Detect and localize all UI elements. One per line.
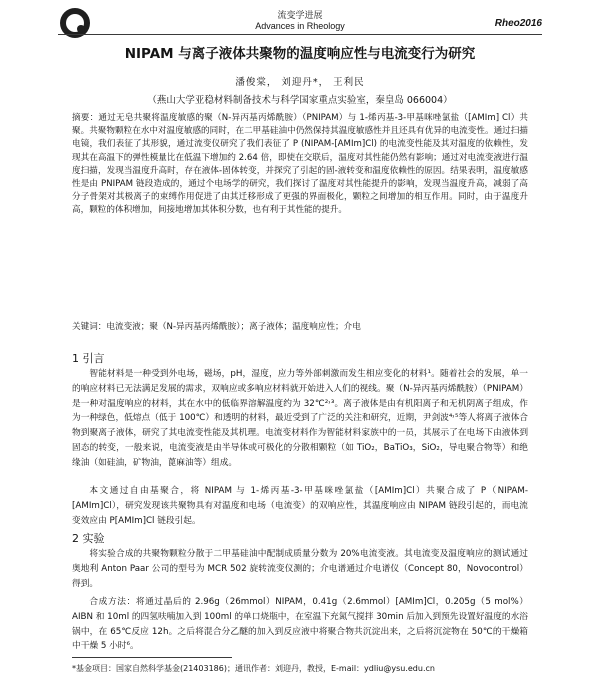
footnote-rule <box>72 657 232 658</box>
affiliation: （燕山大学亚稳材料制备技术与科学国家重点实验室，秦皇岛 066004） <box>147 95 453 106</box>
section-heading-experiment: 2 实验 <box>72 532 105 545</box>
experiment-paragraph: 将实验合成的共聚物颗粒分散于二甲基硅油中配制成质量分数为 20%电流变液。其电流变及温度响应的测试通过奥地利 Anton Paar 公司的型号为 MCR 502 旋转流变仪测的；介电谱通过介电谱仪（Concept 80，Novocontrol）得到。 <box>72 549 528 589</box>
journal-name-en: Advances in Rheology <box>255 21 345 31</box>
abstract: 摘要：通过无皂共聚将温度敏感的聚（N-异丙基丙烯酰胺）（PNIPAM）与 1-烯丙基-3-甲基咪唑氯盐（[AMIm] Cl）共聚。共聚物颗粒在水中对温度敏感的同时，在二甲基硅油中仍然保持其温度敏感性并且还具有优异的电流变性。通过扫描电镜，我们表征了其形貌，通过流变仪研究了我们表征了 P (NIPAM-[AMIm]Cl) 的电流变性能及其对温度的依赖性，发现其在高温下的弹性模量比在低温下增加约 2.64 倍，即使在交联后，温度对其性能仍然有影响；通过对电流变液进行温度扫描，发现当温度升高时，存在液体-固体转变，并探究了引起的固-液转变和温度依赖性的原因。结果表明，温度敏感性是由 PNIPAM 链段造成的，通过个电场学的研究，我们探讨了温度对其性能提升的影响，发现当温度升高，减弱了高分子骨架对其极离子的束缚作用促进了由其迁移形成了更强的界面极化，颗粒之间增加的相互作用。同时，由于温度升高，颗粒的体积增加，间接地增加其体积分数，也有利于其性能的提升。 <box>72 113 528 216</box>
paper-title: NIPAM 与离子液体共聚物的温度响应性与电流变行为研究 <box>124 46 476 62</box>
journal-year: Rheo2016 <box>494 18 542 29</box>
intro-paragraph: 智能材料是一种受到外电场，磁场，pH，湿度，应力等外部刺激而发生相应变化的材料¹。随着社会的发展，单一的响应材料已无法满足发展的需求，双响应或多响应材料就开始进入人们的视线。聚（N-异丙基丙烯酰胺）（PNIPAM）是一种对温度响应的材料，其在水中的低临界溶解温度约为 32℃²˒³。离子液体是由有机阳离子和无机阴离子组成，作为一种绿色，低熔点（低于 100℃）和透明的材料，最近受到了广泛的关注和研究，近期，尹剑波⁴˒⁵等人将离子液体合物到聚离子液体，研究了其电流变性能及其机理。电流变材料作为智能材料家族中的一员，其展示了在电场下由液体到固态的转变，一般来说，电流变液是由半导体或可极化的分散相颗粒（如 TiO₂，BaTiO₃，SiO₂，导电聚合物等）和绝缘油（如硅油，矿物油，蓖麻油等）组成。 <box>72 369 528 468</box>
experiment-paragraph: 合成方法：将通过晶后的 2.96g（26mmol）NIPAM，0.41g（2.6mmol）[AMIm]Cl，0.205g（5 mol%）AIBN 和 10ml 的四氢呋喃加入到 100ml 的单口烧瓶中，在室温下充氮气搅拌 30min 后加入到预先设置好温度的水浴锅中，在 65℃反应 12h。之后将混合分乙醚的加入到反应液中将聚合物共沉淀出来，之后将沉淀物在 50℃的干燥箱中干燥 5 小时⁶。 <box>72 597 528 652</box>
keywords: 关键词：电流变液；聚（N-异丙基丙烯酰胺）；离子液体；温度响应性；介电 <box>72 322 361 332</box>
intro-paragraph: 本文通过自由基聚合，将 NIPAM 与 1-烯丙基-3-甲基咪唑氯盐（[AMIm]Cl）共聚合成了 P（NIPAM-[AMIm]Cl），研究发现该共聚物具有对温度和电场（电流变）的双响应性，其温度响应由 NIPAM 链段引起的，而电流变效应由 P[AMIm]Cl 链段引起。 <box>72 486 528 526</box>
journal-name-zh: 流变学进展 <box>277 11 323 21</box>
header-rule <box>58 34 542 35</box>
section-heading-intro: 1 引言 <box>72 352 105 365</box>
footnote: *基金项目：国家自然科学基金(21403186)；通讯作者：刘迎丹，教授，E-mail：ydliu@ysu.edu.cn <box>72 664 435 673</box>
authors: 潘俊棠， 刘迎丹*， 王利民 <box>235 77 365 88</box>
